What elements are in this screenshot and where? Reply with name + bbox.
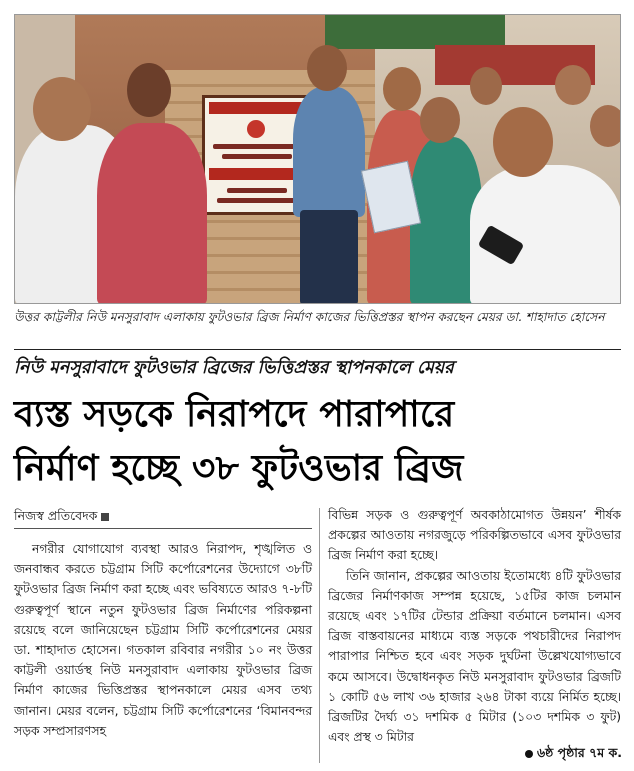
- headline-line-1: ব্যস্ত সড়কে নিরাপদে পারাপারে: [14, 394, 455, 435]
- jump-text: ৬ষ্ঠ পৃষ্ঠার ৭ম ক.: [536, 745, 622, 760]
- article-column-right: [328, 505, 621, 747]
- byline-text: নিজস্ব প্রতিবেদক: [14, 508, 98, 523]
- news-photo: [14, 14, 621, 304]
- city-corporation-emblem-icon: [247, 120, 265, 138]
- byline: [14, 507, 109, 525]
- headline-line-2: নির্মাণ হচ্ছে ৩৮ ফুটওভার ব্রিজ: [14, 448, 464, 489]
- plaque-text-line: [222, 154, 292, 159]
- article-paragraph: তিনি জানান, প্রকল্পের আওতায় ইতোমধ্যে ৪টি ফুটওভার ব্রিজের নির্মাণকাজ সম্পন্ন হয়েছে, ১৫টির কাজ চলমান রয়েছে এবং ১৭টির টেন্ডার প্রক্রিয়া বর্তমানে চলমান। এসব ব্রিজ বাস্তবায়নের মাধ্যমে ব্যস্ত সড়কে পথচারীদের নিরাপদ পারাপার নিশ্চিত হবে এবং সড়ক দুর্ঘটনা উল্লেখযোগ্যভাবে কমে আসবে। উদ্বোধনকৃত নিউ মনসুরাবাদ ফুটওভার ব্রিজটি ১ কোটি ৫৬ লাখ ৩৬ হাজার ২৬৪ টাকা ব্যয়ে নির্মিত হচ্ছে। ব্রিজটির দৈর্ঘ্য ৩১ দশমিক ৫ মিটার (১০৩ দশমিক ৩ ফুট) এবং প্রস্থ ৩ মিটার: [328, 568, 621, 745]
- caption-divider: [14, 349, 621, 350]
- photo-green-signboard: [325, 15, 505, 49]
- plaque-text-line: [217, 198, 297, 203]
- byline-divider: [14, 528, 312, 529]
- plaque-name-bar: [209, 168, 303, 180]
- article-column-left: [14, 539, 312, 741]
- plaque-text-line: [213, 144, 301, 149]
- continued-on-page: [525, 744, 622, 762]
- article-paragraph: নগরীর যোগাযোগ ব্যবস্থা আরও নিরাপদ, শৃঙ্খলিত ও জনবান্ধব করতে চট্টগ্রাম সিটি কর্পোরেশনের উদ্যোগে ৩৮টি ফুটওভার ব্রিজ নির্মাণ করা হচ্ছে এবং ভবিষ্যতে আরও ৭-৮টি গুরুত্বপূর্ণ স্থানে নতুন ফুটওভার ব্রিজ নির্মাণের পরিকল্পনা রয়েছে বলে জানিয়েছেন চট্টগ্রাম সিটি কর্পোরেশনের মেয়র ডা. শাহাদাত হোসেন। গতকাল রবিবার নগরীর ১০ নং উত্তর কাট্টলী ওয়ার্ডস্থ নিউ মনসুরাবাদ এলাকায় ফুটওভার ব্রিজ নির্মাণ কাজের ভিত্তিপ্রস্তর স্থাপনকালে মেয়র এসব তথ্য জানান। মেয়র বলেন, চট্টগ্রাম সিটি কর্পোরেশনের ‘বিমানবন্দর সড়ক সম্প্রসারণসহ: [14, 542, 312, 738]
- byline-square-icon: [101, 513, 109, 521]
- plaque-title-bar: [209, 102, 303, 114]
- column-divider: [319, 508, 320, 763]
- bullet-dot-icon: [525, 750, 533, 758]
- article-paragraph: বিভিন্ন সড়ক ও গুরুত্বপূর্ণ অবকাঠামোগত উন্নয়ন’ শীর্ষক প্রকল্পের আওতায় নগরজুড়ে পরিকল্পিতভাবে এসব ফুটওভার ব্রিজ নির্মাণ করা হচ্ছে।: [328, 508, 621, 563]
- headline-kicker: নিউ মনসুরাবাদে ফুটওভার ব্রিজের ভিত্তিপ্রস্তর স্থাপনকালে মেয়র: [14, 358, 454, 378]
- plaque-text-line: [227, 188, 287, 193]
- photo-caption: উত্তর কাট্টলীর নিউ মনসুরাবাদ এলাকায় ফুটওভার ব্রিজ নির্মাণ কাজের ভিত্তিপ্রস্তর স্থাপন করছেন মেয়র ডা. শাহাদাত হোসেন: [14, 310, 605, 324]
